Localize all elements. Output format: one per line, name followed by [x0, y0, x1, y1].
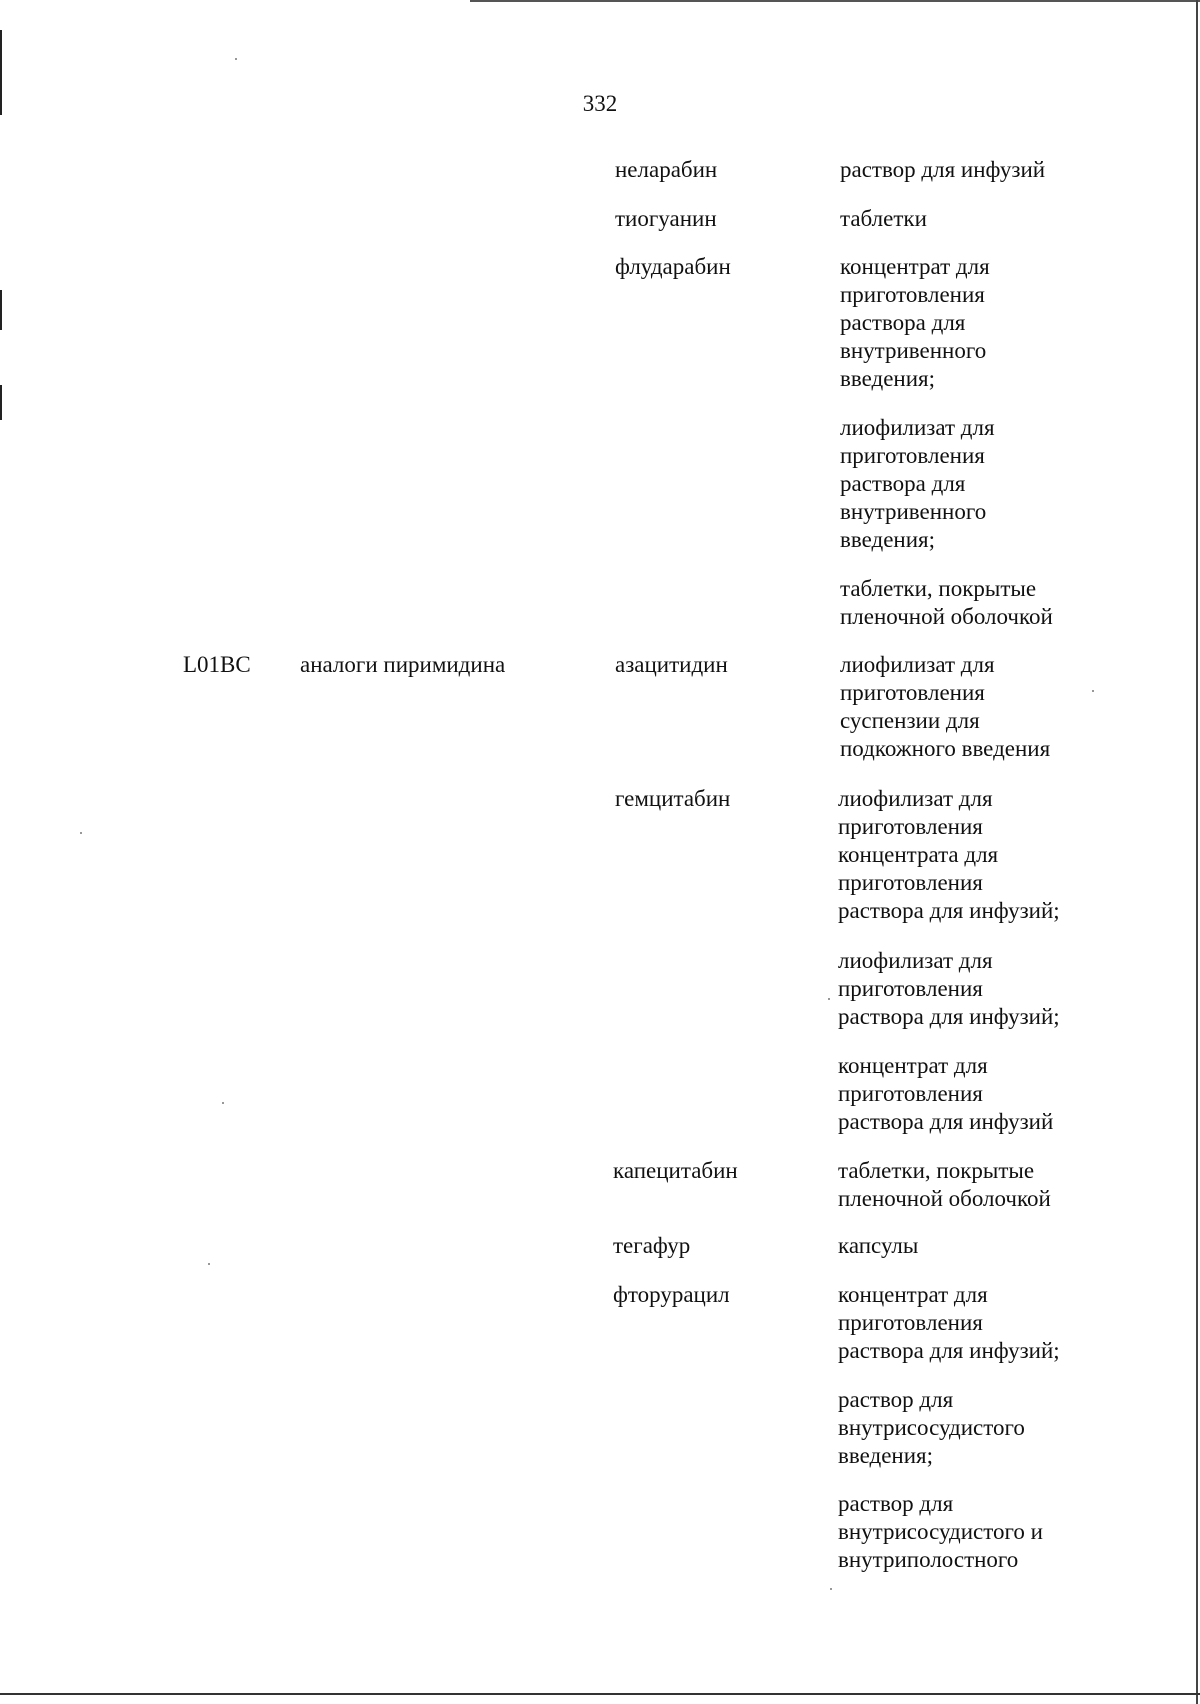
scan-speck — [208, 1263, 210, 1265]
dosage-form-line: концентрат для — [838, 1282, 988, 1307]
dosage-form-line: раствора для инфузий; — [838, 1004, 1060, 1029]
dosage-form-line: концентрат для — [840, 254, 990, 279]
substance-name: капецитабин — [613, 1158, 738, 1183]
dosage-form-line: внутривенного — [840, 499, 987, 524]
dosage-form-line: приготовления — [838, 814, 983, 839]
atc-code: L01BC — [183, 652, 251, 677]
dosage-form-line: пленочной оболочкой — [838, 1186, 1051, 1211]
substance-name: флударабин — [615, 254, 731, 279]
substance-name: тегафур — [613, 1233, 691, 1258]
dosage-form — [840, 205, 927, 233]
dosage-form-line: раствора для — [840, 310, 966, 335]
dosage-form-line: концентрат для — [838, 1053, 988, 1078]
dosage-form — [840, 414, 995, 554]
page-number: 332 — [582, 91, 618, 116]
dosage-form-line: капсулы — [838, 1233, 919, 1258]
dosage-form — [840, 253, 990, 393]
dosage-form-line: раствора для инфузий — [838, 1109, 1054, 1134]
dosage-form — [838, 1052, 1053, 1136]
dosage-form — [838, 947, 1060, 1031]
dosage-form-line: внутривенного — [840, 338, 987, 363]
dosage-form — [838, 1386, 1025, 1470]
dosage-form — [838, 1281, 1060, 1365]
dosage-form-line: лиофилизат для — [840, 415, 995, 440]
scan-speck — [828, 998, 830, 1000]
dosage-form-line: лиофилизат для — [838, 948, 993, 973]
dosage-form-line: приготовления — [838, 1310, 983, 1335]
dosage-form-line: внутрисосудистого и — [838, 1519, 1043, 1544]
dosage-form-line: лиофилизат для — [840, 652, 995, 677]
scan-right-border — [1196, 0, 1198, 1704]
scan-speck — [222, 1102, 224, 1104]
dosage-form-line: приготовления — [840, 443, 985, 468]
dosage-form-line: введения; — [840, 527, 935, 552]
scan-speck — [235, 58, 237, 60]
dosage-form-line: приготовления — [838, 1081, 983, 1106]
dosage-form — [838, 785, 1060, 925]
scan-speck — [830, 1588, 832, 1590]
dosage-form-line: суспензии для — [840, 708, 980, 733]
dosage-form-line: введения; — [838, 1443, 933, 1468]
dosage-form-line: приготовления — [840, 282, 985, 307]
dosage-form-line: внутриполостного — [838, 1547, 1019, 1572]
dosage-form-line: концентрата для — [838, 842, 999, 867]
dosage-form-line: внутрисосудистого — [838, 1415, 1025, 1440]
scan-speck — [80, 832, 82, 834]
dosage-form — [838, 1232, 918, 1260]
scan-mark-left-2 — [0, 385, 2, 420]
dosage-form — [838, 1157, 1051, 1213]
dosage-form — [840, 156, 1045, 184]
substance-name: тиогуанин — [615, 206, 717, 231]
dosage-form — [840, 651, 1050, 763]
dosage-form — [838, 1490, 1043, 1574]
substance-name: фторурацил — [613, 1282, 730, 1307]
dosage-form-line: лиофилизат для — [838, 786, 993, 811]
scan-speck — [1092, 690, 1094, 692]
dosage-form-line: приготовления — [840, 680, 985, 705]
scan-bottom-rule — [0, 1693, 1200, 1695]
dosage-form-line: раствора для — [840, 471, 966, 496]
dosage-form-line: введения; — [840, 366, 935, 391]
dosage-form-line: раствор для — [838, 1387, 954, 1412]
dosage-form-line: приготовления — [838, 976, 983, 1001]
dosage-form-line: таблетки, покрытые — [838, 1158, 1035, 1183]
substance-name: гемцитабин — [615, 786, 731, 811]
dosage-form-line: пленочной оболочкой — [840, 604, 1053, 629]
group-name: аналоги пиримидина — [300, 652, 506, 677]
dosage-form-line: раствора для инфузий; — [838, 898, 1060, 923]
dosage-form — [840, 575, 1053, 631]
dosage-form-line: приготовления — [838, 870, 983, 895]
dosage-form-line: подкожного введения — [840, 736, 1051, 761]
substance-name: неларабин — [615, 157, 718, 182]
scan-top-rule — [470, 0, 1200, 2]
dosage-form-line: раствор для — [838, 1491, 954, 1516]
scan-mark-left-1 — [0, 290, 2, 330]
dosage-form-line: таблетки, покрытые — [840, 576, 1037, 601]
dosage-form-line: раствора для инфузий; — [838, 1338, 1060, 1363]
scan-mark-top-left — [0, 30, 2, 115]
dosage-form-line: таблетки — [840, 206, 927, 231]
dosage-form-line: раствор для инфузий — [840, 157, 1046, 182]
substance-name: азацитидин — [615, 652, 728, 677]
